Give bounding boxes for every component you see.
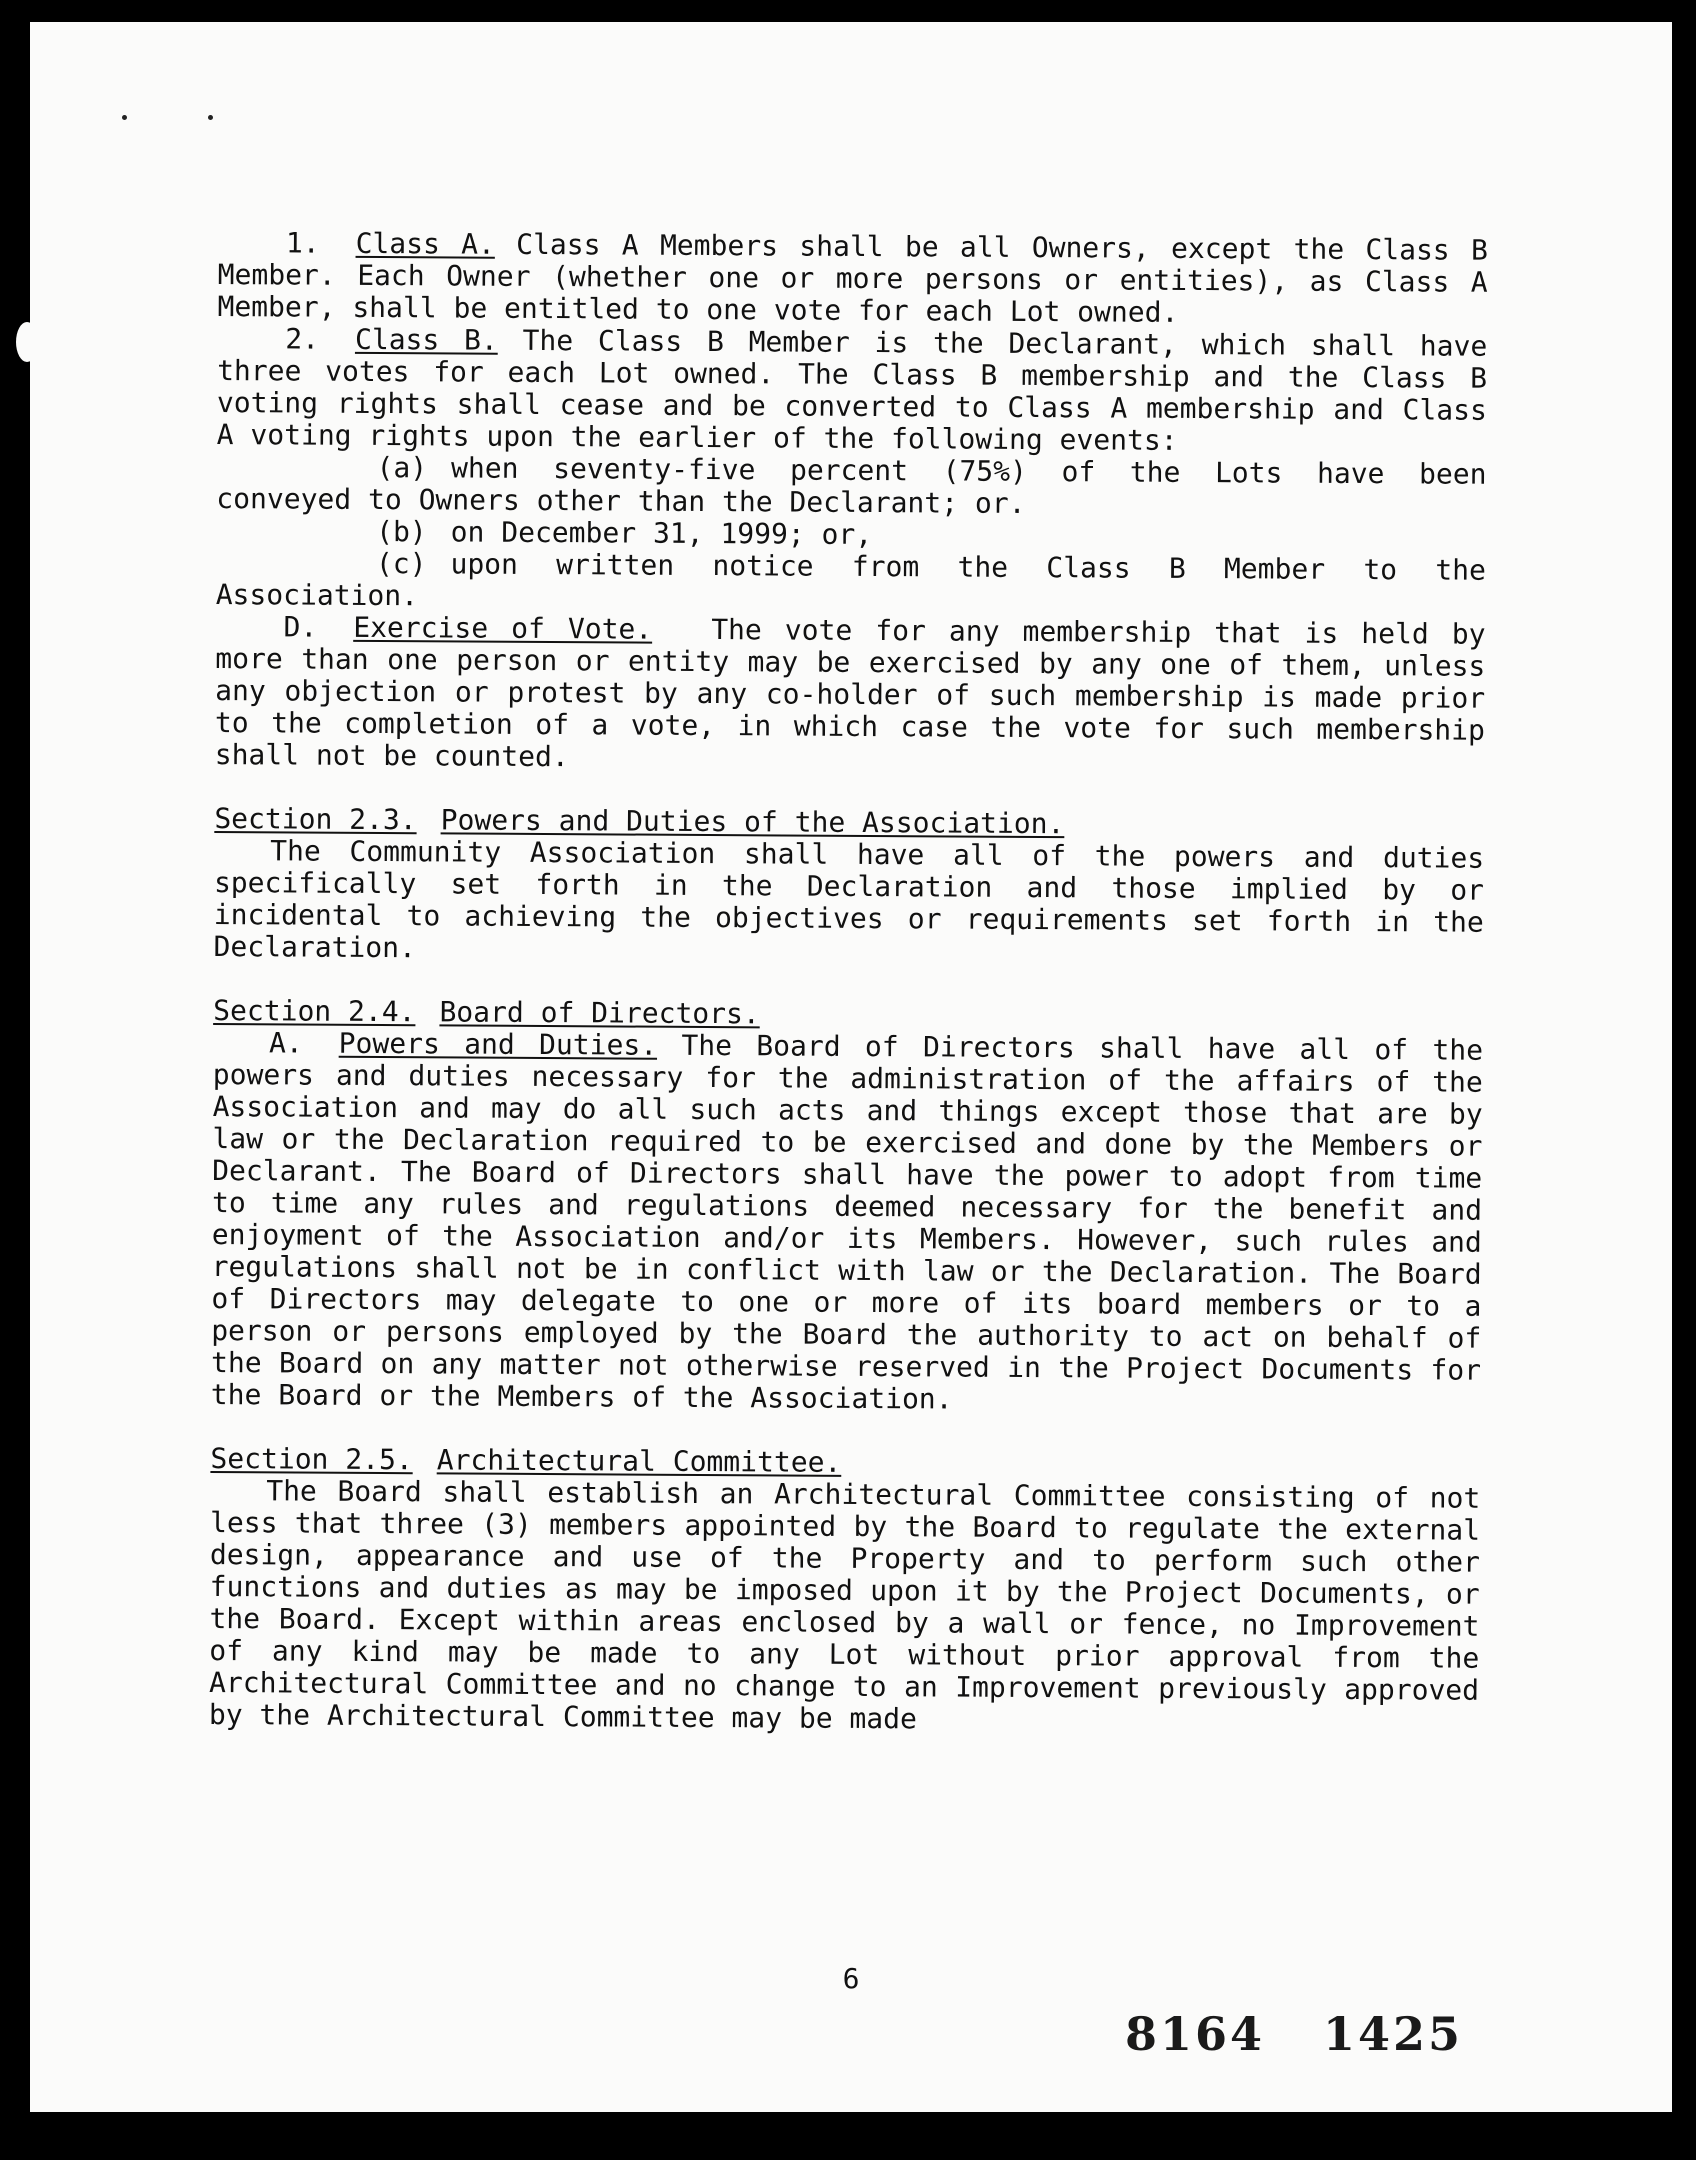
sub-item-text: when seventy-five percent (75%) of the Lots have been conveyed to Owners other than the Declarant; or. xyxy=(216,451,1487,520)
item-text: The vote for any membership that is held by more than one person or entity may be exercised by any one of them, unless any objection or protest by any co-holder of such membership is made prior to the completion of a vote, in which case the vote for such membership shall not be counted. xyxy=(214,613,1486,774)
document-body xyxy=(209,227,1488,1739)
section-title: Board of Directors. xyxy=(439,995,760,1031)
page-number: 6 xyxy=(842,1962,860,1995)
item-heading: Exercise of Vote. xyxy=(353,610,653,646)
document-page xyxy=(30,22,1672,2112)
section-title: Architectural Committee. xyxy=(436,1443,842,1479)
scan-speck xyxy=(208,115,213,120)
subsection-heading: Powers and Duties. xyxy=(338,1026,658,1062)
section-title: Powers and Duties of the Association. xyxy=(440,803,1065,841)
paragraph-class-b xyxy=(217,323,1488,459)
paragraph-exercise-of-vote xyxy=(215,611,1486,779)
section-2-4 xyxy=(211,995,1484,1419)
section-number: Section 2.4. xyxy=(213,993,416,1029)
item-number: 1. xyxy=(285,226,320,260)
subsection-powers-and-duties xyxy=(211,1027,1483,1419)
section-number: Section 2.5. xyxy=(210,1441,413,1477)
section-2-3 xyxy=(214,803,1485,971)
item-heading: Class B. xyxy=(354,322,498,357)
sub-item-c xyxy=(216,547,1486,619)
sub-item-label: (a) xyxy=(376,450,428,485)
item-text: Class A Members shall be all Owners, except the Class B Member. Each Owner (whether one or more persons or entities), as Class A Member, shall be entitled to one vote for each Lot owned. xyxy=(217,227,1488,329)
item-text: The Class B Member is the Declarant, which shall have three votes for each Lot owned. The Class B membership and the Class B voting rights shall cease and be converted to Class A membership and Class A voting rights upon the earlier of the following events: xyxy=(216,323,1488,457)
subsection-number: A. xyxy=(268,1026,303,1060)
scan-noise xyxy=(16,322,38,362)
sub-item-label: (c) xyxy=(375,546,427,581)
section-text: The Community Association shall have all of the powers and duties specifically set forth in the Declaration and those implied by or incidental to achieving the objectives or requirements set forth in the Declaration. xyxy=(213,834,1485,965)
section-text: The Board of Directors shall have all of the powers and duties necessary for the administration of the affairs of the Association and may do all such acts and things except those that are by law or the Declaration required to be exercised and done by the Members or Declarant. The Board of Directors shall have the power to adopt from time to time any rules and regulations deemed necessary for the benefit and enjoyment of the Association and/or its Members. However, such rules and regulations shall not be in conflict with law or the Declaration. The Board of Directors may delegate to one or more of its board members or to a person or persons employed by the Board the authority to act on behalf of the Board on any matter not otherwise reserved in the Project Documents for the Board or the Members of the Association. xyxy=(210,1028,1484,1416)
item-heading: Class A. xyxy=(355,226,496,261)
paragraph-class-a xyxy=(217,227,1488,331)
section-text: The Board shall establish an Architectural Committee consisting of not less that three (3) members appointed by the Board to regulate the external design, appearance and use of the Property and to perform such other functions and duties as may be imposed upon it by the Project Documents, or the Board. Except within areas enclosed by a wall or fence, no Improvement of any kind may be made to any Lot without prior approval from the Architectural Committee and no change to an Improvement previously approved by the Architectural Committee may be made xyxy=(208,1474,1481,1736)
item-number: 2. xyxy=(285,322,320,356)
book-page-stamp xyxy=(1125,2007,1463,2061)
stamp-page-number: 1425 xyxy=(1323,2007,1464,2061)
scan-speck xyxy=(122,115,127,120)
item-number: D. xyxy=(283,610,318,644)
sub-item-label: (b) xyxy=(376,514,427,549)
section-2-5 xyxy=(209,1443,1481,1739)
stamp-book-number: 8164 xyxy=(1125,2007,1266,2061)
section-number: Section 2.3. xyxy=(214,801,417,837)
sub-item-text: upon written notice from the Class B Member to the Association. xyxy=(215,547,1487,613)
sub-item-a xyxy=(216,451,1486,523)
sub-item-text: on December 31, 1999; or, xyxy=(450,515,873,552)
